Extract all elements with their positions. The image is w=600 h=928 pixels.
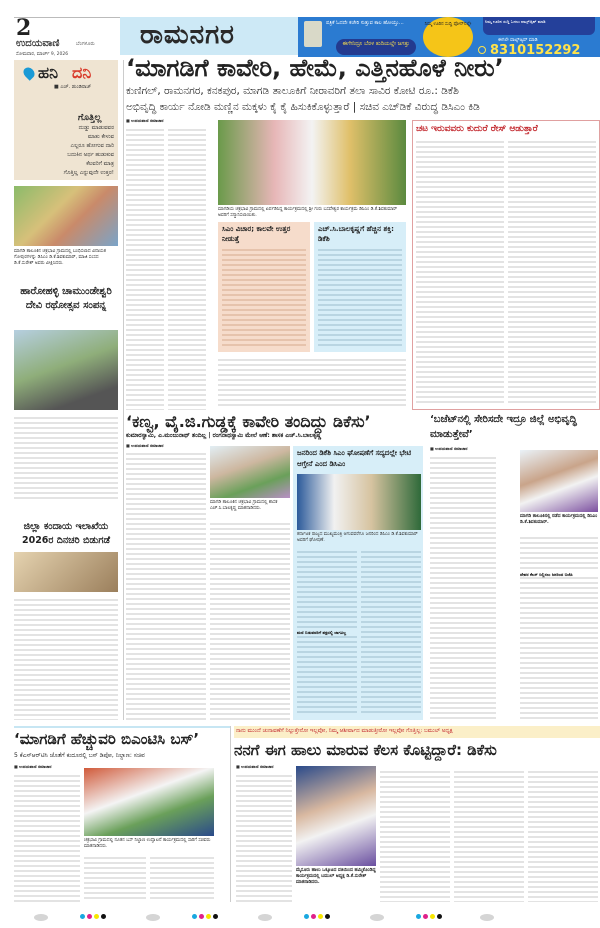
column-rule [230, 726, 231, 902]
milk-body-col-2 [380, 768, 450, 902]
bus-body-col-2 [84, 854, 146, 902]
left-body-text [14, 414, 118, 500]
bus-body-col-3 [150, 854, 214, 902]
cmyk-mark [80, 914, 106, 919]
left-body-text-2 [14, 596, 118, 720]
milk-kicker: ನಾನು ಮುಂದೆ ಚುನಾವಣೆಗೆ ನಿಲ್ಲುತ್ತೇನೋ ಇಲ್ಲವೋ, ನಿಮ್ಮ ಆಶೀರ್ವಾದ ಮಾಡುತ್ತೀರೋ ಇಲ್ಲವೋ ಗೊತ್ತಿಲ್ಲ: ಬಮುಲ್ ಅಧ್ಯಕ್ಷ [236, 728, 453, 734]
dcm-photo-caption: ಮಾಗಡಿ ತಾಲೂಕಿನಲ್ಲಿ ನಡೆದ ಕಾರ್ಯಕ್ರಮದಲ್ಲಿ ಡಿಸಿಎಂ ಡಿ.ಕೆ.ಶಿವಕುಮಾರ್. [520, 514, 598, 525]
festival-caption: ಮಾಗಡಿ ತಾಲೂಕಿನ ಚಕ್ರಭಾವಿ ಗ್ರಾಮದಲ್ಲಿ ಬಂಧಿಸಲಾದ ವಿನಾಯಕ ಗೋಪುರಗಳನ್ನು ಡಿಸಿಎಂ ಡಿ.ಕೆ.ಶಿವಕುಮಾರ್, ಮಾಜಿ ಸಂಸದ ಡಿ.ಕೆ.ಸುರೇಶ್ ಅವರು ವೀಕ್ಷಿಸಿದರು. [14, 249, 106, 266]
edition-label: ಬೆಂಗಳೂರು [76, 41, 95, 47]
poem-body [40, 124, 114, 178]
issue-date: ಸೋಮವಾರ, ಮಾರ್ಚ್ 9, 2026 [16, 52, 69, 57]
magenta-dot [311, 914, 316, 919]
budget-subheading: ದೇವರ ಕೆಲಸ್ ನಿಲ್ಲಿಸಲು ಜನರಿಂದ ಬಿಜೆಪಿ [520, 572, 598, 577]
registration-mark [146, 914, 160, 921]
ad-box: ನಿಮ್ಮ ಊರಿನ ಸುದ್ದಿ ಓದಲು ವಾಟ್ಸ್ಆ್ಯಪ್ ಮಾಡಿ [483, 17, 595, 35]
milk-body-col-1 [236, 772, 292, 902]
black-dot [437, 914, 442, 919]
budget-headline: ‘ಬಜೆಟ್‌ನಲ್ಲಿ ಸೇರಿಸದೇ ಇದ್ರೂ ಜಿಲ್ಲೆ ಅಭಿವೃದ್ಧಿ ಮಾಡುತ್ತೇವೆ’ [430, 414, 577, 440]
cm-slogan-photo [297, 474, 421, 530]
yellow-dot [94, 914, 99, 919]
balakrishna-heading: ಎಚ್.ಸಿ.ಬಾಲಕೃಷ್ಣಗೆ ಹೆಚ್ಚಿನ ಶಕ್ತಿ: ಡಿಕೆಶಿ [318, 225, 394, 243]
lead-byline: ■ ಉದಯವಾಣಿ ಸಮಾಚಾರ [126, 118, 164, 123]
cyan-dot [304, 914, 309, 919]
poem-line: ಗೊತ್ತಿಲ್ಲ ಎನ್ನುವುದೇ ಉತ್ತರ! [63, 170, 114, 176]
lead-photo [218, 120, 406, 205]
budget-body-col-2 [520, 534, 598, 720]
registration-mark [258, 914, 272, 921]
magenta-dot [87, 914, 92, 919]
lead-subhead-2: ಅಭಿವೃದ್ಧಿ ಕಾರ್ಯ ನೋಡಿ ಮಣ್ಣಿನ ಮಕ್ಕಳು ಕೈ ಕೈ ಹಿಸುಕಿಕೊಳ್ಳುತ್ತಾರೆ | ಸಚಿವ ಎಚ್‌ಡಿಕೆ ವಿರುದ್ಧ ಡಿಸಿಎಂ ಕಿಡಿ [126, 101, 480, 113]
horse-race-body-2 [508, 138, 596, 406]
dk-suresh-caption: ಮೈಸೂರು ಹಾಲು ಒಕ್ಕೂಟದ ವತಿಯಿಂದ ಹಮ್ಮಿಕೊಂಡಿದ್ದ ಕಾರ್ಯಕ್ರಮದಲ್ಲಿ ಬಮುಲ್ ಅಧ್ಯಕ್ಷ ಡಿ.ಕೆ.ಸುರೇಶ್ ಮಾತನಾಡಿದರು. [296, 868, 376, 885]
bus-headline: ‘ಮಾಗಡಿಗೆ ಹೆಚ್ಚುವರಿ ಬಿಎಂಟಿಸಿ ಬಸ್’ [14, 730, 200, 748]
bus-subhead: 5 ಕೆಎಸ್‌ಆರ್‌ಟಿಸಿ ಜೊತೆಗೆ ಕುದೂರಲ್ಲಿ ಬಸ್ ಡಿಪೋ, ನಿಲ್ದಾಣ: ಸಚಿವ [14, 752, 145, 759]
honi-author: ■ ಎಚ್. ಡುಂಡಿರಾಜ್ [54, 84, 92, 90]
bus-byline: ■ ಉದಯವಾಣಿ ಸಮಾಚಾರ [14, 764, 52, 769]
poem-line: ದುಡ್ಡು ಮಾಡುವವರ [78, 125, 114, 131]
yellow-dot [430, 914, 435, 919]
cm-slogan-heading: ಜನರಿಂದ ಡಿಕೆಶಿ ಸಿಎಂ ಘೋಷಣೆಗೆ ಸದ್ಯದಲ್ಲೇ ಭೇಟಿ ಆಗ್ತೇನೆ ಎಂದ ಡಿಸಿಎಂ [297, 449, 412, 468]
cm-slogan-subheading: ಮಣಿ ಬಿಡುವವರಿಗೆ ಪಕ್ಷದಲ್ಲಿ ಜಾಗವಿಲ್ಲ [297, 630, 357, 635]
cm-decision-body [222, 246, 306, 346]
milk-body-col-4 [528, 768, 598, 902]
cmyk-mark [192, 914, 218, 919]
ad-phone: 8310152292 [490, 43, 581, 57]
cm-slogan-caption: ಕರ್ನಾಟಕ ರಾಜ್ಯದ ಮುಖ್ಯಮಂತ್ರಿ ಆಗುವವರೆಗೂ ಜನರಿಂದ ಡಿಸಿಎಂ ಡಿ.ಕೆ.ಶಿವಕುಮಾರ್ ಅವರಿಗೆ ಘೋಷಣೆ. [297, 532, 418, 543]
yellow-dot [206, 914, 211, 919]
paper-name: ಉದಯವಾಣಿ [16, 38, 60, 49]
whatsapp-icon [478, 46, 486, 54]
rathotsava-photo [14, 330, 118, 410]
horse-race-heading: ಚಟ ಇರುವವರು ಕುದುರೆ ರೇಸ್ ಆಡುತ್ತಾರೆ [416, 124, 538, 134]
poem-line: ಬದುಕಿನ ಅರ್ಥ ಹುಡುಕುವ [67, 152, 114, 158]
dani-title: ದನಿ [72, 63, 92, 82]
yellow-dot [318, 914, 323, 919]
festival-photo [14, 186, 118, 246]
phone-icon [304, 21, 322, 47]
divider [14, 726, 230, 728]
dcm-photo [520, 450, 598, 512]
milk-headline: ನನಗೆ ಈಗ ಹಾಲು ಮಾರುವ ಕೆಲಸ ಕೊಟ್ಟಿದ್ದಾರೆ: ಡಿಕೆಸು [234, 741, 497, 759]
lead-headline: ‘ಮಾಗಡಿಗೆ ಕಾವೇರಿ, ಹೇಮೆ, ಎತ್ತಿನಹೊಳೆ ನೀರು’ [126, 54, 504, 82]
black-dot [325, 914, 330, 919]
story-heading-calendar: ಜಿಲ್ಲಾ ಕಂದಾಯ ಇಲಾಖೆಯ 2026ರ ದಿನಚರಿ ಬಿಡುಗಡೆ [21, 521, 111, 546]
poem-title: ಗೊತ್ತಿಲ್ಲ [78, 113, 102, 123]
ad-bubble: ನಿಮ್ಮ ಊರಿನ ಸುದ್ದಿ ಫೋನ್‌ನಲ್ಲೇ [423, 17, 473, 57]
lead-photo-caption: ಮಾಗಡಿಯ ಚಕ್ರಭಾವಿ ಗ್ರಾಮದಲ್ಲಿ ಏರ್ಪಡಿಸಿದ್ದ ಕಾರ್ಯಕ್ರಮದಲ್ಲಿ ಶ್ರೀ ಗುರು ಬಸವೇಶ್ವರ ಕಾರ್ಯಕ್ರಮ ಡಿಸಿಎಂ ಡಿ.ಕೆ.ಶಿವಕುಮಾರ್ ಅವರಿಗೆ ಸನ್ಮಾನಿಸಲಾಯಿತು. [218, 207, 398, 218]
horse-race-body-1 [416, 138, 504, 406]
second-body-col-1 [126, 450, 206, 720]
ad-line-1: ಪತ್ರಿಕೆ ಓದದೇ ಕಚೇರಿ ಸುತ್ತುವ ಕಾಲ ಹೋಯ್ತು... [326, 20, 404, 26]
cm-slogan-body-2 [361, 548, 421, 716]
bus-photo-caption: ಚಕ್ರಭಾವಿ ಗ್ರಾಮದಲ್ಲಿ ನೂತನ ಬಸ್ ನಿಲ್ದಾಣ ಉದ್ಘಾಟನೆ ಕಾರ್ಯಕ್ರಮದಲ್ಲಿ ಸಾರಿಗೆ ಸಚಿವರು ಮಾತನಾಡಿದರು. [84, 838, 211, 849]
balakrishna-body [318, 246, 402, 346]
column-rule [123, 60, 124, 720]
second-body-col-2 [210, 520, 290, 720]
advertisement[interactable] [298, 17, 600, 57]
bus-photo [84, 768, 214, 836]
cyan-dot [416, 914, 421, 919]
page-number: 2 [16, 15, 32, 41]
registration-mark [480, 914, 494, 921]
black-dot [213, 914, 218, 919]
cyan-dot [192, 914, 197, 919]
cmyk-mark [304, 914, 330, 919]
budget-body-col-1 [430, 454, 496, 720]
cm-decision-heading: ಸಿಎಂ ವಿಚಾರ; ಕಾಲವೇ ಉತ್ತರ ನೀಡುತ್ತೆ [222, 225, 291, 243]
ad-line-2: ಈಗೇನಿದ್ರೂ ಬೆರಳ ತುದಿಯಲ್ಲೇ ಜಗತ್ತು [336, 39, 416, 55]
magenta-dot [199, 914, 204, 919]
cmyk-mark [416, 914, 442, 919]
poem-line: ಕೆಲವರಿಗೆ ಮಾತ್ರ [86, 161, 114, 167]
bus-body-col-1 [14, 772, 80, 902]
poem-line: ಎಲ್ಲರೂ ಹೋಗುವ ದಾರಿ [70, 143, 114, 149]
lead-body-bottom [218, 356, 406, 408]
registration-mark [370, 914, 384, 921]
honi-title: ಹನಿ [38, 63, 58, 82]
story-heading-chamundeshwari: ಹಾರೋಹಳ್ಳಿ ಚಾಮುಂಡೇಶ್ವರಿ ದೇವಿ ರಥೋತ್ಸವ ಸಂಪನ್ನ [20, 286, 112, 311]
budget-byline: ■ ಉದಯವಾಣಿ ಸಮಾಚಾರ [430, 446, 468, 451]
dk-suresh-photo [296, 766, 376, 866]
cyan-dot [80, 914, 85, 919]
balakrishna-photo-caption: ಮಾಗಡಿ ತಾಲೂಕಿನ ಚಕ್ರಭಾವಿ ಗ್ರಾಮದಲ್ಲಿ ಶಾಸಕ ಎಚ್.ಸಿ.ಬಾಲಕೃಷ್ಣ ಮಾತನಾಡಿದರು. [210, 500, 278, 511]
second-headline: ‘ಕಣ್ವ, ವೈ.ಜಿ.ಗುಡ್ಡಕ್ಕೆ ಕಾವೇರಿ ತಂದಿದ್ದು ಡಿಕೆಸು’ [126, 412, 371, 431]
lead-body-col-2 [168, 126, 206, 410]
second-subhead: ಕುಮಾರಸ್ವಾಮಿ, ಎ.ಮಂಜುನಾಥ್ ತಂದಿಲ್ಲ | ರಂಗನಾಥಸ್ವಾಮಿ ಮೇಲೆ ಆಣೆ: ಶಾಸಕ ಎಚ್.ಸಿ.ಬಾಲಕೃಷ್ಣ [126, 432, 322, 439]
lead-body-col-1 [126, 126, 164, 410]
calendar-photo [14, 552, 118, 592]
ad-small: ಈಗಲೇ ವಾಟ್ಸ್ಆ್ಯಪ್ ಮಾಡಿ [498, 38, 538, 43]
black-dot [101, 914, 106, 919]
balakrishna-photo [210, 446, 290, 498]
poem-line: ಮಾತು ಕೇಳುವ [87, 134, 114, 140]
milk-body-col-3 [454, 768, 524, 902]
magenta-dot [423, 914, 428, 919]
section-title: ರಾಮನಗರ [140, 20, 235, 50]
lead-subhead-1: ಕುಣಿಗಲ್, ರಾಮನಗರ, ಕನಕಪುರ, ಮಾಗಡಿ ತಾಲೂಕಿಗೆ ನೀರಾವರಿಗೆ ತಲಾ ಸಾವಿರ ಕೋಟಿ ರೂ.: ಡಿಕೆಶಿ [126, 85, 459, 97]
second-byline: ■ ಉದಯವಾಣಿ ಸಮಾಚಾರ [126, 443, 164, 448]
milk-byline: ■ ಉದಯವಾಣಿ ಸಮಾಚಾರ [236, 764, 274, 769]
registration-mark [34, 914, 48, 921]
